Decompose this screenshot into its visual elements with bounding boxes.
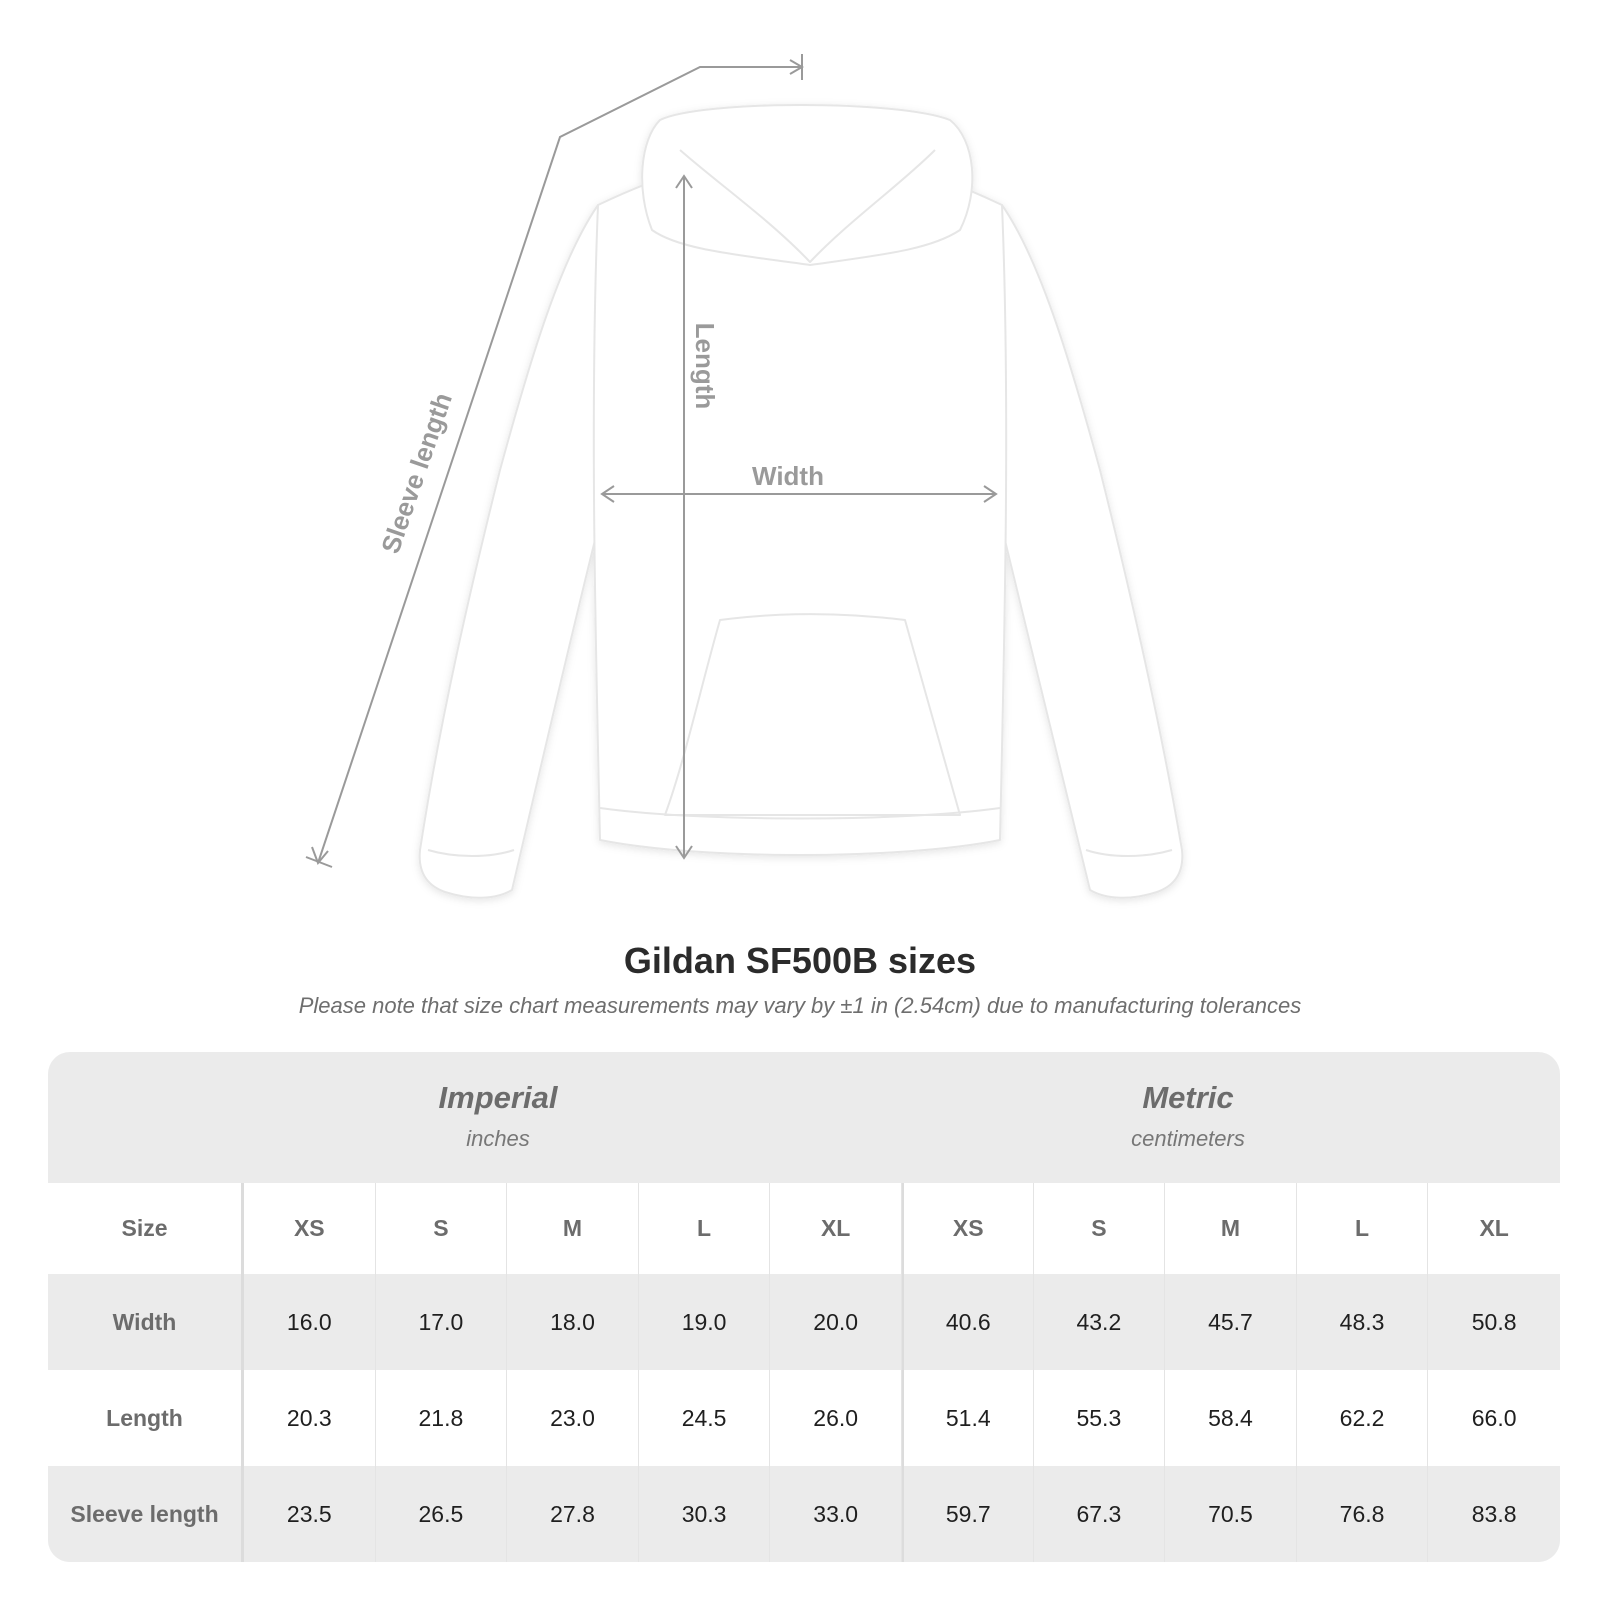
imperial-size-cell: XS (244, 1183, 376, 1274)
table-cell: 45.7 (1165, 1274, 1297, 1370)
table-cell: 19.0 (639, 1274, 771, 1370)
table-row-sleeve-length (48, 1466, 1560, 1562)
table-cell: 51.4 (902, 1370, 1034, 1466)
table-cell: 59.7 (902, 1466, 1034, 1562)
table-cell: 17.0 (376, 1274, 508, 1370)
table-cell: 33.0 (770, 1466, 902, 1562)
table-cell: 62.2 (1297, 1370, 1429, 1466)
width-label: Width (752, 461, 824, 491)
imperial-unit: inches (466, 1126, 530, 1151)
imperial-size-cell: XL (770, 1183, 902, 1274)
size-table (48, 1052, 1560, 1562)
table-cell: 30.3 (639, 1466, 771, 1562)
imperial-size-cell: M (507, 1183, 639, 1274)
table-cell: 20.0 (770, 1274, 902, 1370)
table-cell: 20.3 (244, 1370, 376, 1466)
table-cell: 24.5 (639, 1370, 771, 1466)
metric-title: Metric (1142, 1080, 1234, 1115)
length-label: Length (690, 322, 720, 410)
table-cell: 55.3 (1034, 1370, 1166, 1466)
table-cell: 40.6 (902, 1274, 1034, 1370)
row-label: Width (48, 1274, 244, 1370)
metric-unit: centimeters (1131, 1126, 1245, 1151)
table-row-length (48, 1370, 1560, 1466)
table-cell: 50.8 (1471, 1308, 1517, 1335)
imperial-header (48, 1052, 948, 1183)
metric-size-cell: S (1034, 1183, 1166, 1274)
table-row-width (48, 1274, 1560, 1370)
imperial-size-cell: L (639, 1183, 771, 1274)
table-cell: 26.5 (376, 1466, 508, 1562)
metric-size-cell: XS (902, 1183, 1034, 1274)
size-label: Size (48, 1183, 244, 1274)
table-cell: 67.3 (1034, 1466, 1166, 1562)
tolerance-note: Please note that size chart measurements may vary by ±1 in (2.54cm) due to manufacturing tolerances (298, 993, 1302, 1018)
table-cell: 23.5 (244, 1466, 376, 1562)
row-label: Length (48, 1370, 244, 1466)
imperial-size-cell: S (376, 1183, 508, 1274)
sleeve-length-label: Sleeve length (375, 388, 458, 558)
table-cell: 26.0 (770, 1370, 902, 1466)
metric-size-cell: M (1165, 1183, 1297, 1274)
table-cell: 70.5 (1165, 1466, 1297, 1562)
table-cell: 21.8 (376, 1370, 508, 1466)
metric-size-cell: XL (1479, 1215, 1509, 1241)
table-cell: 18.0 (507, 1274, 639, 1370)
table-cell: 43.2 (1034, 1274, 1166, 1370)
table-cell: 27.8 (507, 1466, 639, 1562)
row-label: Sleeve length (48, 1466, 244, 1562)
size-header-row (48, 1183, 1560, 1274)
table-cell: 58.4 (1165, 1370, 1297, 1466)
table-cell: 16.0 (244, 1274, 376, 1370)
metric-header (888, 1052, 1488, 1183)
table-cell: 23.0 (507, 1370, 639, 1466)
imperial-title: Imperial (438, 1080, 558, 1115)
table-cell: 48.3 (1297, 1274, 1429, 1370)
hoodie-illustration (420, 105, 1183, 898)
table-cell: 66.0 (1471, 1404, 1517, 1431)
chart-title: Gildan SF500B sizes (623, 940, 977, 981)
table-cell: 83.8 (1471, 1500, 1517, 1527)
table-cell: 76.8 (1297, 1466, 1429, 1562)
metric-size-cell: L (1297, 1183, 1429, 1274)
